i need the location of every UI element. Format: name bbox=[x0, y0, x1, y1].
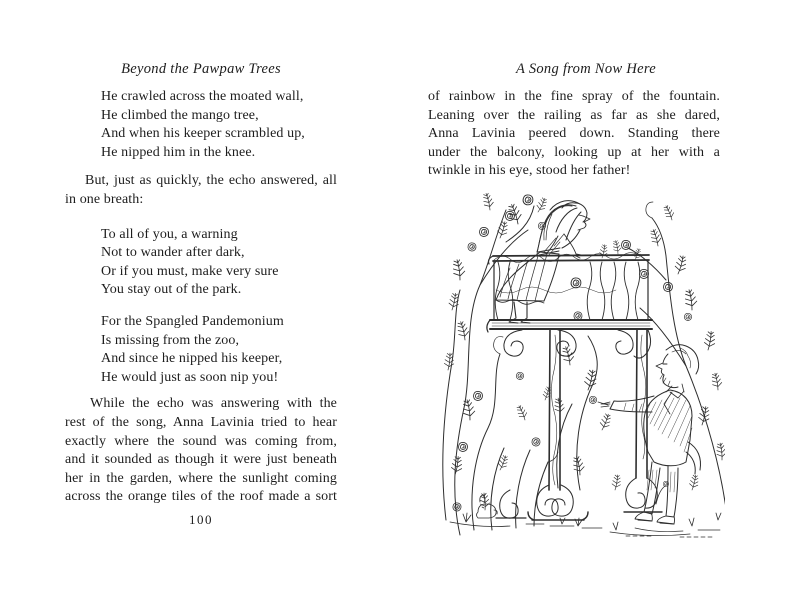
prose-line: Anna Lavinia peered down. Standing there bbox=[428, 126, 720, 142]
balcony-illustration bbox=[430, 190, 725, 555]
poem-line: He nipped him in the knee. bbox=[101, 144, 256, 160]
prose-line: But, just as quickly, the echo answered, all bbox=[85, 173, 337, 189]
left-page bbox=[65, 60, 337, 528]
poem-line: Or if you must, make very sure bbox=[101, 263, 279, 279]
poem-line: You stay out of the park. bbox=[101, 282, 242, 298]
prose-line: in one breath: bbox=[65, 191, 144, 207]
prose-line: twinkle in his eye, stood her father! bbox=[428, 163, 631, 179]
prose-line: across the orange tiles of the roof made a sort bbox=[65, 489, 337, 505]
prose-line: While the echo was answering with the bbox=[90, 396, 337, 412]
left-running-head: Beyond the Pawpaw Trees bbox=[121, 61, 281, 77]
prose-line: exactly where the sound was coming from, bbox=[65, 433, 337, 449]
poem-stanza-2 bbox=[101, 226, 337, 300]
prose-line: Leaning over the railing as far as she dared, bbox=[428, 107, 720, 123]
poem-line: To all of you, a warning bbox=[101, 226, 238, 242]
right-running-head: A Song from Now Here bbox=[516, 61, 656, 77]
right-page bbox=[428, 60, 720, 181]
poem-line: Is missing from the zoo, bbox=[101, 332, 240, 348]
prose-paragraph-1 bbox=[65, 172, 337, 209]
poem-line: He climbed the mango tree, bbox=[101, 107, 259, 123]
prose-paragraph-2 bbox=[65, 395, 337, 507]
poem-line: For the Spangled Pandemonium bbox=[101, 313, 284, 329]
prose-line: and it sounded as though it were just beneath bbox=[65, 452, 337, 468]
poem-line: He crawled across the moated wall, bbox=[101, 89, 304, 104]
poem-line: And when his keeper scrambled up, bbox=[101, 126, 305, 142]
poem-line: He would just as soon nip you! bbox=[101, 369, 279, 385]
prose-paragraph-right bbox=[428, 88, 720, 181]
prose-line: rest of the song, Anna Lavinia tried to hear bbox=[65, 414, 337, 430]
rabbit-figure bbox=[477, 495, 498, 518]
prose-line: of rainbow in the fine spray of the fountain. bbox=[428, 89, 720, 104]
poem-line: Not to wander after dark, bbox=[101, 245, 245, 261]
poem-line: And since he nipped his keeper, bbox=[101, 351, 283, 367]
poem-stanza-1 bbox=[101, 88, 337, 162]
balcony bbox=[487, 255, 662, 520]
prose-line: her in the garden, where the sunlight coming bbox=[65, 470, 337, 486]
rose-vines bbox=[443, 202, 725, 535]
page-number: 100 bbox=[189, 511, 213, 527]
prose-line: under the balcony, looking up at her with a bbox=[428, 144, 720, 160]
poem-stanza-3 bbox=[101, 313, 337, 387]
